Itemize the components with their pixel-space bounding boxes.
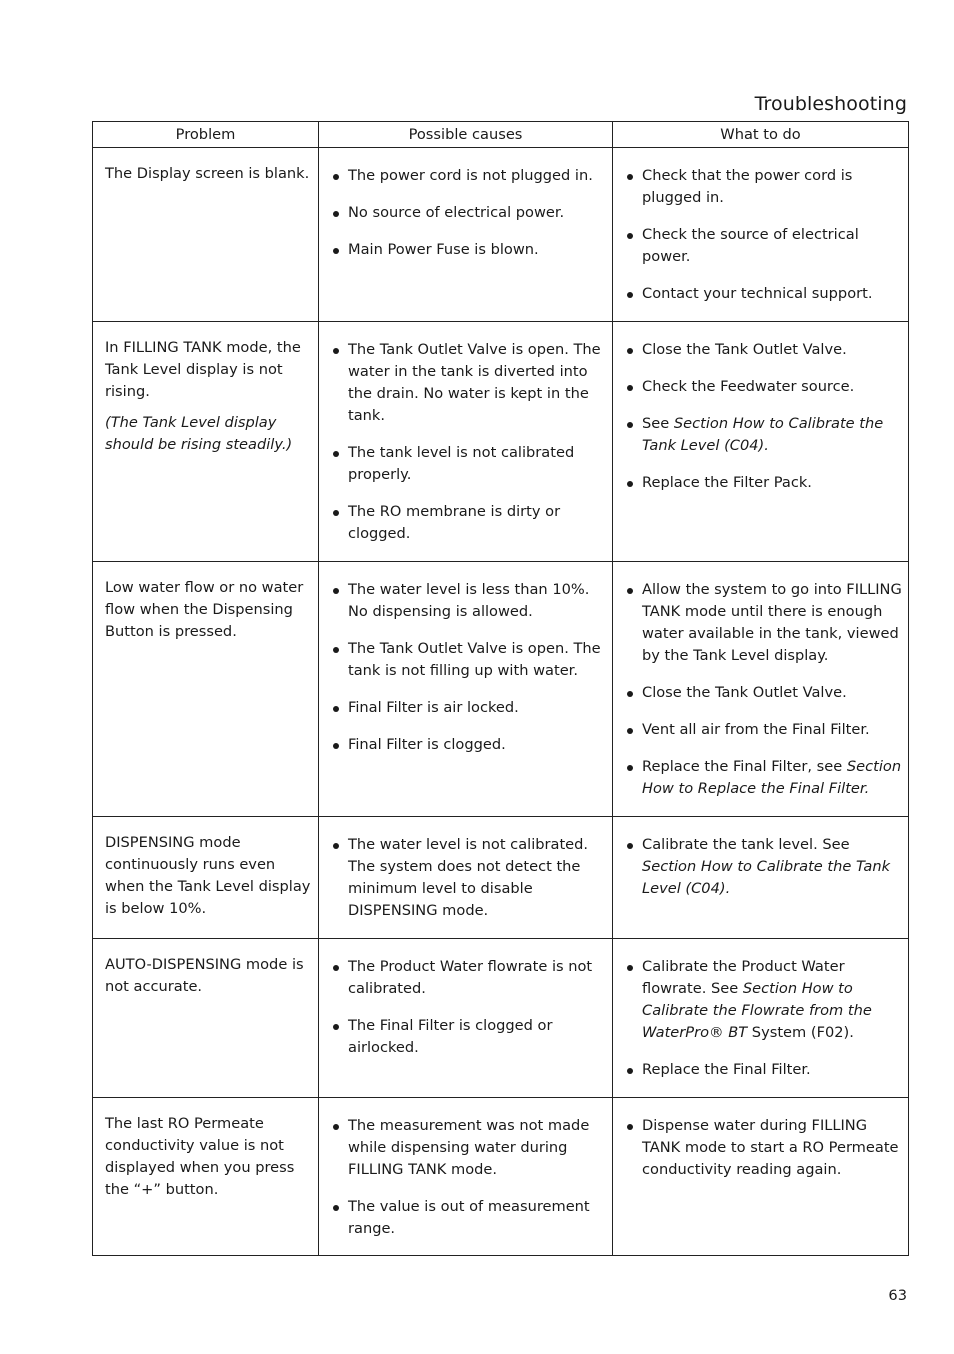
action-item: Dispense water during FILLING TANK mode to start a RO Permeate conductivity reading again.: [625, 1115, 904, 1181]
problem-text: DISPENSING mode continuously runs even when the Tank Level display is below 10%.: [105, 834, 311, 917]
cause-item: The Product Water flowrate is not calibrated.: [331, 956, 608, 1000]
causes-list: [331, 834, 608, 922]
causes-list: [331, 579, 608, 756]
cause-item: The measurement was not made while dispensing water during FILLING TANK mode.: [331, 1115, 608, 1181]
section-reference: Section How to Calibrate the Tank Level (C04).: [642, 858, 891, 897]
header-what-to-do: What to do: [613, 122, 909, 148]
section-title: Troubleshooting: [754, 93, 907, 115]
problem-text: In FILLING TANK mode, the Tank Level display is not rising.: [105, 339, 301, 400]
problem-cell: [93, 1098, 319, 1256]
header-possible-causes: Possible causes: [319, 122, 613, 148]
cause-item: The tank level is not calibrated properly.: [331, 442, 608, 486]
possible-causes-cell: [319, 939, 613, 1098]
actions-list: [625, 956, 904, 1081]
action-item: Contact your technical support.: [625, 283, 904, 305]
causes-list: [331, 339, 608, 545]
section-reference: Section How to Replace the Final Filter.: [642, 758, 902, 797]
item-text: Calibrate the tank level. See: [642, 836, 850, 853]
possible-causes-cell: [319, 322, 613, 562]
cause-item: The Tank Outlet Valve is open. The tank is not filling up with water.: [331, 638, 608, 682]
actions-list: [625, 339, 904, 494]
table-row: [93, 562, 909, 817]
action-item: Close the Tank Outlet Valve.: [625, 682, 904, 704]
what-to-do-cell: [613, 817, 909, 939]
action-item: Check the Feedwater source.: [625, 376, 904, 398]
possible-causes-cell: [319, 148, 613, 322]
possible-causes-cell: [319, 817, 613, 939]
what-to-do-cell: [613, 322, 909, 562]
section-reference: Section How to Calibrate the Flowrate from the WaterPro® BT: [642, 980, 872, 1041]
troubleshooting-table: [92, 121, 909, 1256]
action-item: Check the source of electrical power.: [625, 224, 904, 268]
item-text: Replace the Final Filter, see: [642, 758, 847, 775]
action-item: Replace the Filter Pack.: [625, 472, 904, 494]
actions-list: [625, 165, 904, 305]
problem-cell: [93, 562, 319, 817]
actions-list: [625, 834, 904, 900]
cause-item: No source of electrical power.: [331, 202, 608, 224]
action-item: Allow the system to go into FILLING TANK mode until there is enough water available in the tank, viewed by the Tank Level display.: [625, 579, 904, 667]
cause-item: Final Filter is clogged.: [331, 734, 608, 756]
action-item: Vent all air from the Final Filter.: [625, 719, 904, 741]
cause-item: Final Filter is air locked.: [331, 697, 608, 719]
causes-list: [331, 956, 608, 1059]
possible-causes-cell: [319, 1098, 613, 1256]
cause-item: The value is out of measurement range.: [331, 1196, 608, 1240]
page-number: 63: [888, 1287, 907, 1304]
action-item: Replace the Final Filter.: [625, 1059, 904, 1081]
causes-list: [331, 165, 608, 261]
problem-cell: [93, 322, 319, 562]
table-header-row: [93, 122, 909, 148]
problem-cell: [93, 148, 319, 322]
problem-text: AUTO-DISPENSING mode is not accurate.: [105, 956, 304, 995]
table-row: [93, 817, 909, 939]
what-to-do-cell: [613, 939, 909, 1098]
problem-text: The last RO Permeate conductivity value is not displayed when you press the “+” button.: [105, 1115, 295, 1198]
cause-item: Main Power Fuse is blown.: [331, 239, 608, 261]
action-item: [625, 956, 904, 1044]
cause-item: The Tank Outlet Valve is open. The water in the tank is diverted into the drain. No water is kept in the tank.: [331, 339, 608, 427]
causes-list: [331, 1115, 608, 1240]
cause-item: The power cord is not plugged in.: [331, 165, 608, 187]
possible-causes-cell: [319, 562, 613, 817]
problem-cell: [93, 939, 319, 1098]
cause-item: The RO membrane is dirty or clogged.: [331, 501, 608, 545]
actions-list: [625, 1115, 904, 1181]
action-item: Check that the power cord is plugged in.: [625, 165, 904, 209]
action-item: [625, 413, 904, 457]
problem-note: (The Tank Level display should be rising steadily.): [105, 414, 293, 453]
item-text: Calibrate the Product Water flowrate. See: [642, 958, 845, 997]
actions-list: [625, 579, 904, 800]
table-row: [93, 322, 909, 562]
action-item: [625, 834, 904, 900]
problem-text: The Display screen is blank.: [105, 165, 310, 182]
problem-cell: [93, 817, 319, 939]
item-text: See: [642, 415, 674, 432]
table-row: [93, 1098, 909, 1256]
action-item: Close the Tank Outlet Valve.: [625, 339, 904, 361]
action-item: [625, 756, 904, 800]
table-row: [93, 939, 909, 1098]
header-problem: Problem: [93, 122, 319, 148]
cause-item: The water level is not calibrated. The system does not detect the minimum level to disable DISPENSING mode.: [331, 834, 608, 922]
section-reference: Section How to Calibrate the Tank Level (C04).: [642, 415, 884, 454]
item-text: System (F02).: [747, 1024, 854, 1041]
cause-item: The Final Filter is clogged or airlocked.: [331, 1015, 608, 1059]
what-to-do-cell: [613, 148, 909, 322]
problem-text: Low water flow or no water flow when the Dispensing Button is pressed.: [105, 579, 304, 640]
what-to-do-cell: [613, 562, 909, 817]
what-to-do-cell: [613, 1098, 909, 1256]
cause-item: The water level is less than 10%. No dispensing is allowed.: [331, 579, 608, 623]
table-row: [93, 148, 909, 322]
